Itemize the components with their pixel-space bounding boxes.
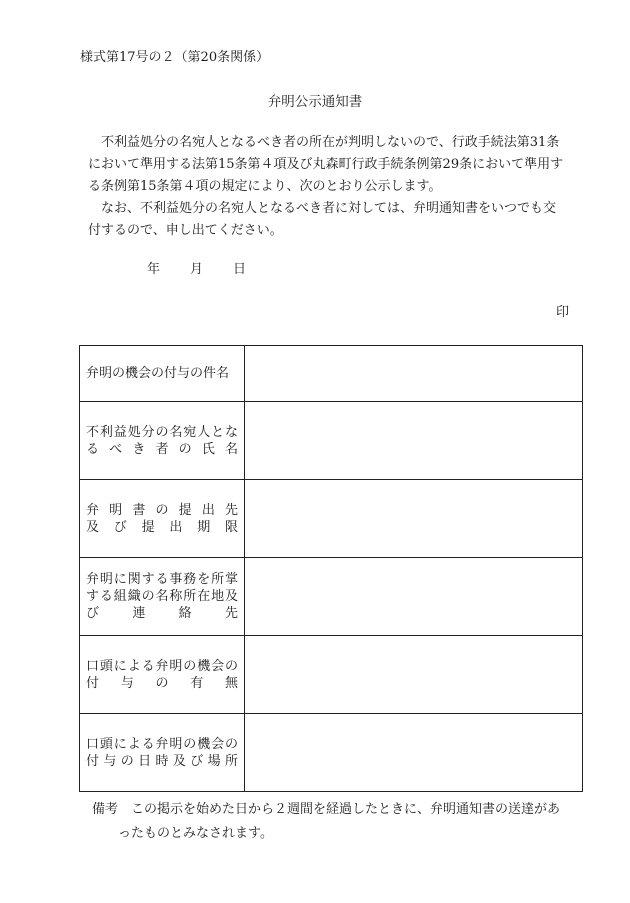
row-label (80, 346, 245, 402)
label-line: 口頭による弁明の機会の (86, 736, 238, 752)
paragraph-line: 付するので、申し出てください。 (88, 223, 283, 238)
label-line: 不利益処分の名宛人とな (86, 424, 238, 440)
row-value (245, 636, 583, 714)
date-line (147, 262, 246, 278)
label-line: び連絡先 (86, 606, 238, 621)
row-value (245, 558, 583, 636)
label-line: 弁明書の提出先 (86, 502, 238, 518)
table-row (80, 558, 583, 636)
remarks-line: 備考 この掲示を始めた日から２週間を経過したときに、弁明通知書の送達があ (92, 802, 561, 817)
label-line: 弁明の機会の付与の件名 (86, 366, 230, 381)
paragraph-line: なお、不利益処分の名宛人となるべき者に対しては、弁明通知書をいつでも交 (88, 201, 557, 216)
row-value (245, 714, 583, 792)
row-label (80, 402, 245, 480)
day-label: 日 (233, 262, 247, 277)
label-line: 口頭による弁明の機会の (86, 658, 238, 674)
body-paragraph-1 (88, 132, 584, 198)
body-paragraph-2 (88, 198, 584, 242)
label-line: 付与の日時及び場所 (86, 753, 238, 769)
label-line: 付与の有無 (86, 675, 238, 691)
label-line: 及び提出期限 (86, 519, 238, 535)
row-label (80, 714, 245, 792)
page-title: 弁明公示通知書 (267, 94, 363, 110)
paragraph-line: る条例第15条第４項の規定により、次のとおり公示します。 (88, 179, 442, 194)
row-label (80, 558, 245, 636)
remarks-line: ったものとみなされます。 (118, 826, 273, 841)
row-value (245, 346, 583, 402)
notice-table (79, 345, 583, 792)
table-row (80, 480, 583, 558)
label-line: 弁明に関する事務を所掌 (86, 572, 238, 587)
month-label: 月 (190, 262, 204, 277)
label-line: する組織の名称所在地及 (86, 589, 238, 604)
table-row (80, 346, 583, 402)
row-value (245, 402, 583, 480)
row-label (80, 480, 245, 558)
row-value (245, 480, 583, 558)
table-row (80, 636, 583, 714)
paragraph-line: 不利益処分の名宛人となるべき者の所在が判明しないので、行政手続法第31条 (88, 135, 560, 150)
table-row (80, 714, 583, 792)
year-label: 年 (147, 262, 161, 277)
form-number: 様式第17号の２（第20条関係） (80, 50, 270, 65)
remarks (92, 798, 560, 846)
paragraph-line: において準用する法第15条第４項及び丸森町行政手続条例第29条において準用す (88, 157, 564, 172)
row-label (80, 636, 245, 714)
table-row (80, 402, 583, 480)
label-line: るべき者の氏名 (86, 441, 238, 457)
seal-mark: 印 (556, 305, 570, 320)
